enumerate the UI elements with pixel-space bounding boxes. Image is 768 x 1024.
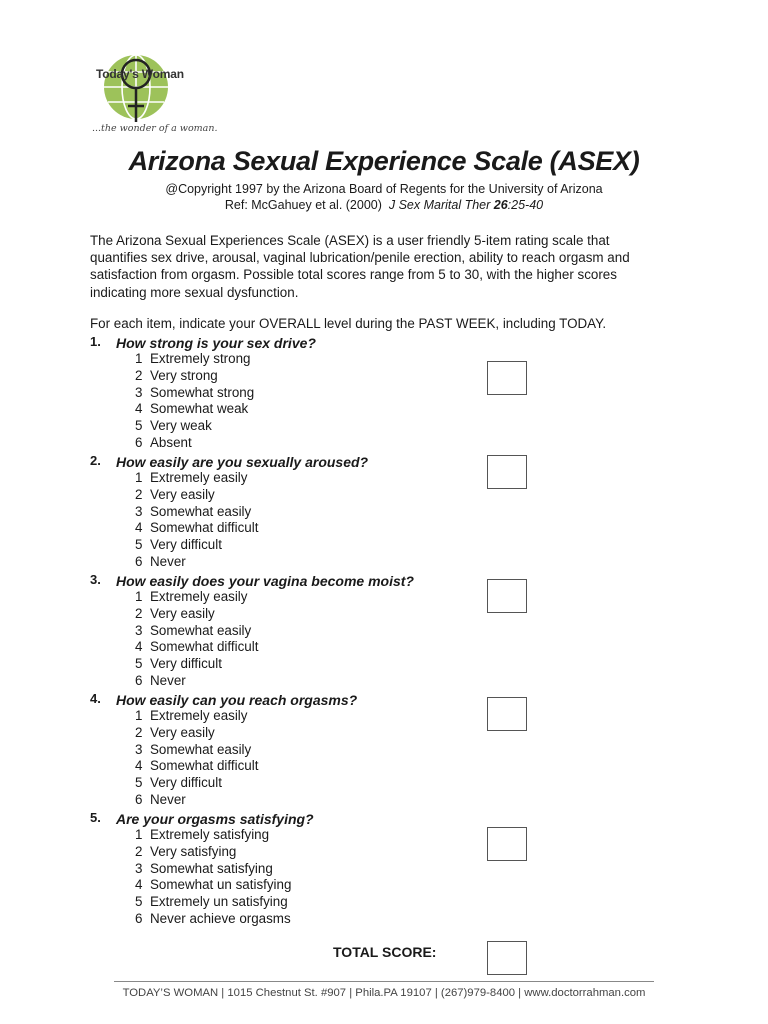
- option-number: 5: [135, 894, 143, 910]
- option-item: [135, 401, 690, 418]
- option-item: [135, 554, 690, 571]
- total-score-label: TOTAL SCORE:: [333, 944, 437, 960]
- option-item: [135, 435, 690, 452]
- question-number: 1.: [90, 334, 101, 349]
- option-item: [135, 775, 690, 792]
- option-label: Somewhat difficult: [150, 520, 259, 536]
- option-label: Never achieve orgasms: [150, 910, 291, 926]
- option-label: Somewhat strong: [150, 384, 255, 400]
- option-item: [135, 470, 690, 487]
- option-item: [135, 708, 690, 725]
- logo-tagline: ...the wonder of a woman.: [92, 123, 218, 134]
- option-item: [135, 639, 690, 656]
- option-label: Never: [150, 791, 186, 807]
- reference-pages: :25-40: [507, 198, 544, 212]
- option-item: [135, 487, 690, 504]
- answer-box-4[interactable]: [487, 697, 527, 731]
- options-list: [90, 351, 690, 452]
- option-number: 3: [135, 503, 143, 519]
- option-label: Extremely easily: [150, 470, 248, 485]
- option-item: [135, 844, 690, 861]
- answer-box-5[interactable]: [487, 827, 527, 861]
- option-number: 3: [135, 860, 143, 876]
- option-label: Very strong: [150, 367, 218, 383]
- question-heading: [90, 691, 690, 708]
- question-number: 5.: [90, 810, 101, 825]
- question-text: How strong is your sex drive?: [116, 335, 316, 351]
- option-label: Extremely easily: [150, 708, 248, 723]
- option-item: [135, 368, 690, 385]
- option-number: 3: [135, 741, 143, 757]
- question-heading: [90, 334, 690, 351]
- question-text: How easily does your vagina become moist?: [116, 573, 414, 589]
- question-1: [90, 334, 690, 452]
- option-item: [135, 894, 690, 911]
- option-number: 4: [135, 520, 143, 536]
- question-heading: [90, 453, 690, 470]
- option-number: 2: [135, 486, 143, 502]
- option-label: Somewhat weak: [150, 401, 249, 417]
- copyright-line: @Copyright 1997 by the Arizona Board of Regents for the University of Arizona: [165, 182, 603, 196]
- option-item: [135, 827, 690, 844]
- options-list: [90, 589, 690, 690]
- option-item: [135, 385, 690, 402]
- reference-volume: 26: [493, 198, 508, 212]
- option-label: Extremely easily: [150, 589, 248, 604]
- option-number: 1: [135, 827, 143, 842]
- option-item: [135, 589, 690, 606]
- option-item: [135, 537, 690, 554]
- option-number: 1: [135, 589, 143, 604]
- option-label: Very difficult: [150, 537, 222, 553]
- option-number: 6: [135, 791, 143, 807]
- reference-line: [0, 198, 768, 212]
- option-number: 1: [135, 351, 143, 366]
- option-label: Very difficult: [150, 656, 222, 672]
- option-number: 4: [135, 401, 143, 417]
- option-item: [135, 861, 690, 878]
- question-number: 2.: [90, 453, 101, 468]
- option-label: Somewhat easily: [150, 503, 252, 519]
- option-number: 6: [135, 434, 143, 450]
- question-number: 4.: [90, 691, 101, 706]
- option-number: 2: [135, 367, 143, 383]
- footer-divider: [114, 981, 654, 982]
- option-label: Very easily: [150, 486, 215, 502]
- option-item: [135, 351, 690, 368]
- option-number: 2: [135, 843, 143, 859]
- option-label: Somewhat satisfying: [150, 860, 273, 876]
- reference-journal: J Sex Marital Ther: [388, 198, 491, 212]
- option-number: 3: [135, 384, 143, 400]
- option-item: [135, 623, 690, 640]
- intro-paragraph: The Arizona Sexual Experiences Scale (ASEX) is a user friendly 5-item rating scale that quantifies sex drive, arousal, vaginal lubrication/penile erection, ability to reach orgasm and satisfaction from orgasm. Possible total scores range from 5 to 30, with the higher scores indicating more sexual dysfunction.: [90, 233, 630, 300]
- option-number: 1: [135, 708, 143, 723]
- option-label: Very weak: [150, 418, 212, 434]
- option-label: Absent: [150, 434, 192, 450]
- option-item: [135, 742, 690, 759]
- option-item: [135, 725, 690, 742]
- option-number: 2: [135, 724, 143, 740]
- option-item: [135, 673, 690, 690]
- option-item: [135, 792, 690, 809]
- option-number: 5: [135, 418, 143, 434]
- options-list: [90, 470, 690, 571]
- option-label: Somewhat easily: [150, 622, 252, 638]
- option-item: [135, 606, 690, 623]
- option-number: 4: [135, 639, 143, 655]
- option-label: Never: [150, 672, 186, 688]
- option-label: Extremely strong: [150, 351, 251, 366]
- option-item: [135, 656, 690, 673]
- option-label: Very difficult: [150, 775, 222, 791]
- option-item: [135, 520, 690, 537]
- option-label: Somewhat easily: [150, 741, 252, 757]
- option-label: Somewhat difficult: [150, 639, 259, 655]
- option-number: 2: [135, 605, 143, 621]
- question-heading: [90, 572, 690, 589]
- option-number: 6: [135, 910, 143, 926]
- option-number: 5: [135, 775, 143, 791]
- option-number: 4: [135, 758, 143, 774]
- option-number: 6: [135, 553, 143, 569]
- reference-prefix: Ref: McGahuey et al. (2000): [224, 198, 382, 212]
- footer: TODAY’S WOMAN | 1015 Chestnut St. #907 | Phila.PA 19107 | (267)979-8400 | www.doctorrahman.com: [122, 987, 646, 999]
- answer-box-1[interactable]: [487, 361, 527, 395]
- options-list: [90, 827, 690, 928]
- logo-name: Today's Woman: [96, 67, 184, 81]
- answer-box-3[interactable]: [487, 579, 527, 613]
- option-item: [135, 877, 690, 894]
- question-3: [90, 572, 690, 690]
- option-label: Never: [150, 553, 186, 569]
- question-5: [90, 810, 690, 928]
- total-score-box[interactable]: [487, 941, 527, 975]
- option-item: [135, 418, 690, 435]
- question-4: [90, 691, 690, 809]
- option-label: Extremely satisfying: [150, 827, 270, 842]
- option-item: [135, 758, 690, 775]
- option-number: 1: [135, 470, 143, 485]
- option-number: 3: [135, 622, 143, 638]
- option-label: Somewhat un satisfying: [150, 877, 292, 893]
- option-number: 5: [135, 537, 143, 553]
- option-number: 4: [135, 877, 143, 893]
- question-text: Are your orgasms satisfying?: [116, 811, 314, 827]
- question-2: [90, 453, 690, 571]
- question-text: How easily can you reach orgasms?: [116, 692, 358, 708]
- option-item: [135, 504, 690, 521]
- question-number: 3.: [90, 572, 101, 587]
- instructions: For each item, indicate your OVERALL level during the PAST WEEK, including TODAY.: [90, 316, 607, 331]
- option-number: 6: [135, 672, 143, 688]
- option-number: 5: [135, 656, 143, 672]
- option-item: [135, 911, 690, 928]
- answer-box-2[interactable]: [487, 455, 527, 489]
- option-label: Very easily: [150, 724, 215, 740]
- option-label: Somewhat difficult: [150, 758, 259, 774]
- option-label: Extremely un satisfying: [150, 894, 288, 910]
- question-text: How easily are you sexually aroused?: [116, 454, 369, 470]
- option-label: Very easily: [150, 605, 215, 621]
- logo: [88, 50, 218, 140]
- page-title: Arizona Sexual Experience Scale (ASEX): [128, 146, 640, 176]
- question-heading: [90, 810, 690, 827]
- options-list: [90, 708, 690, 809]
- option-label: Very satisfying: [150, 843, 237, 859]
